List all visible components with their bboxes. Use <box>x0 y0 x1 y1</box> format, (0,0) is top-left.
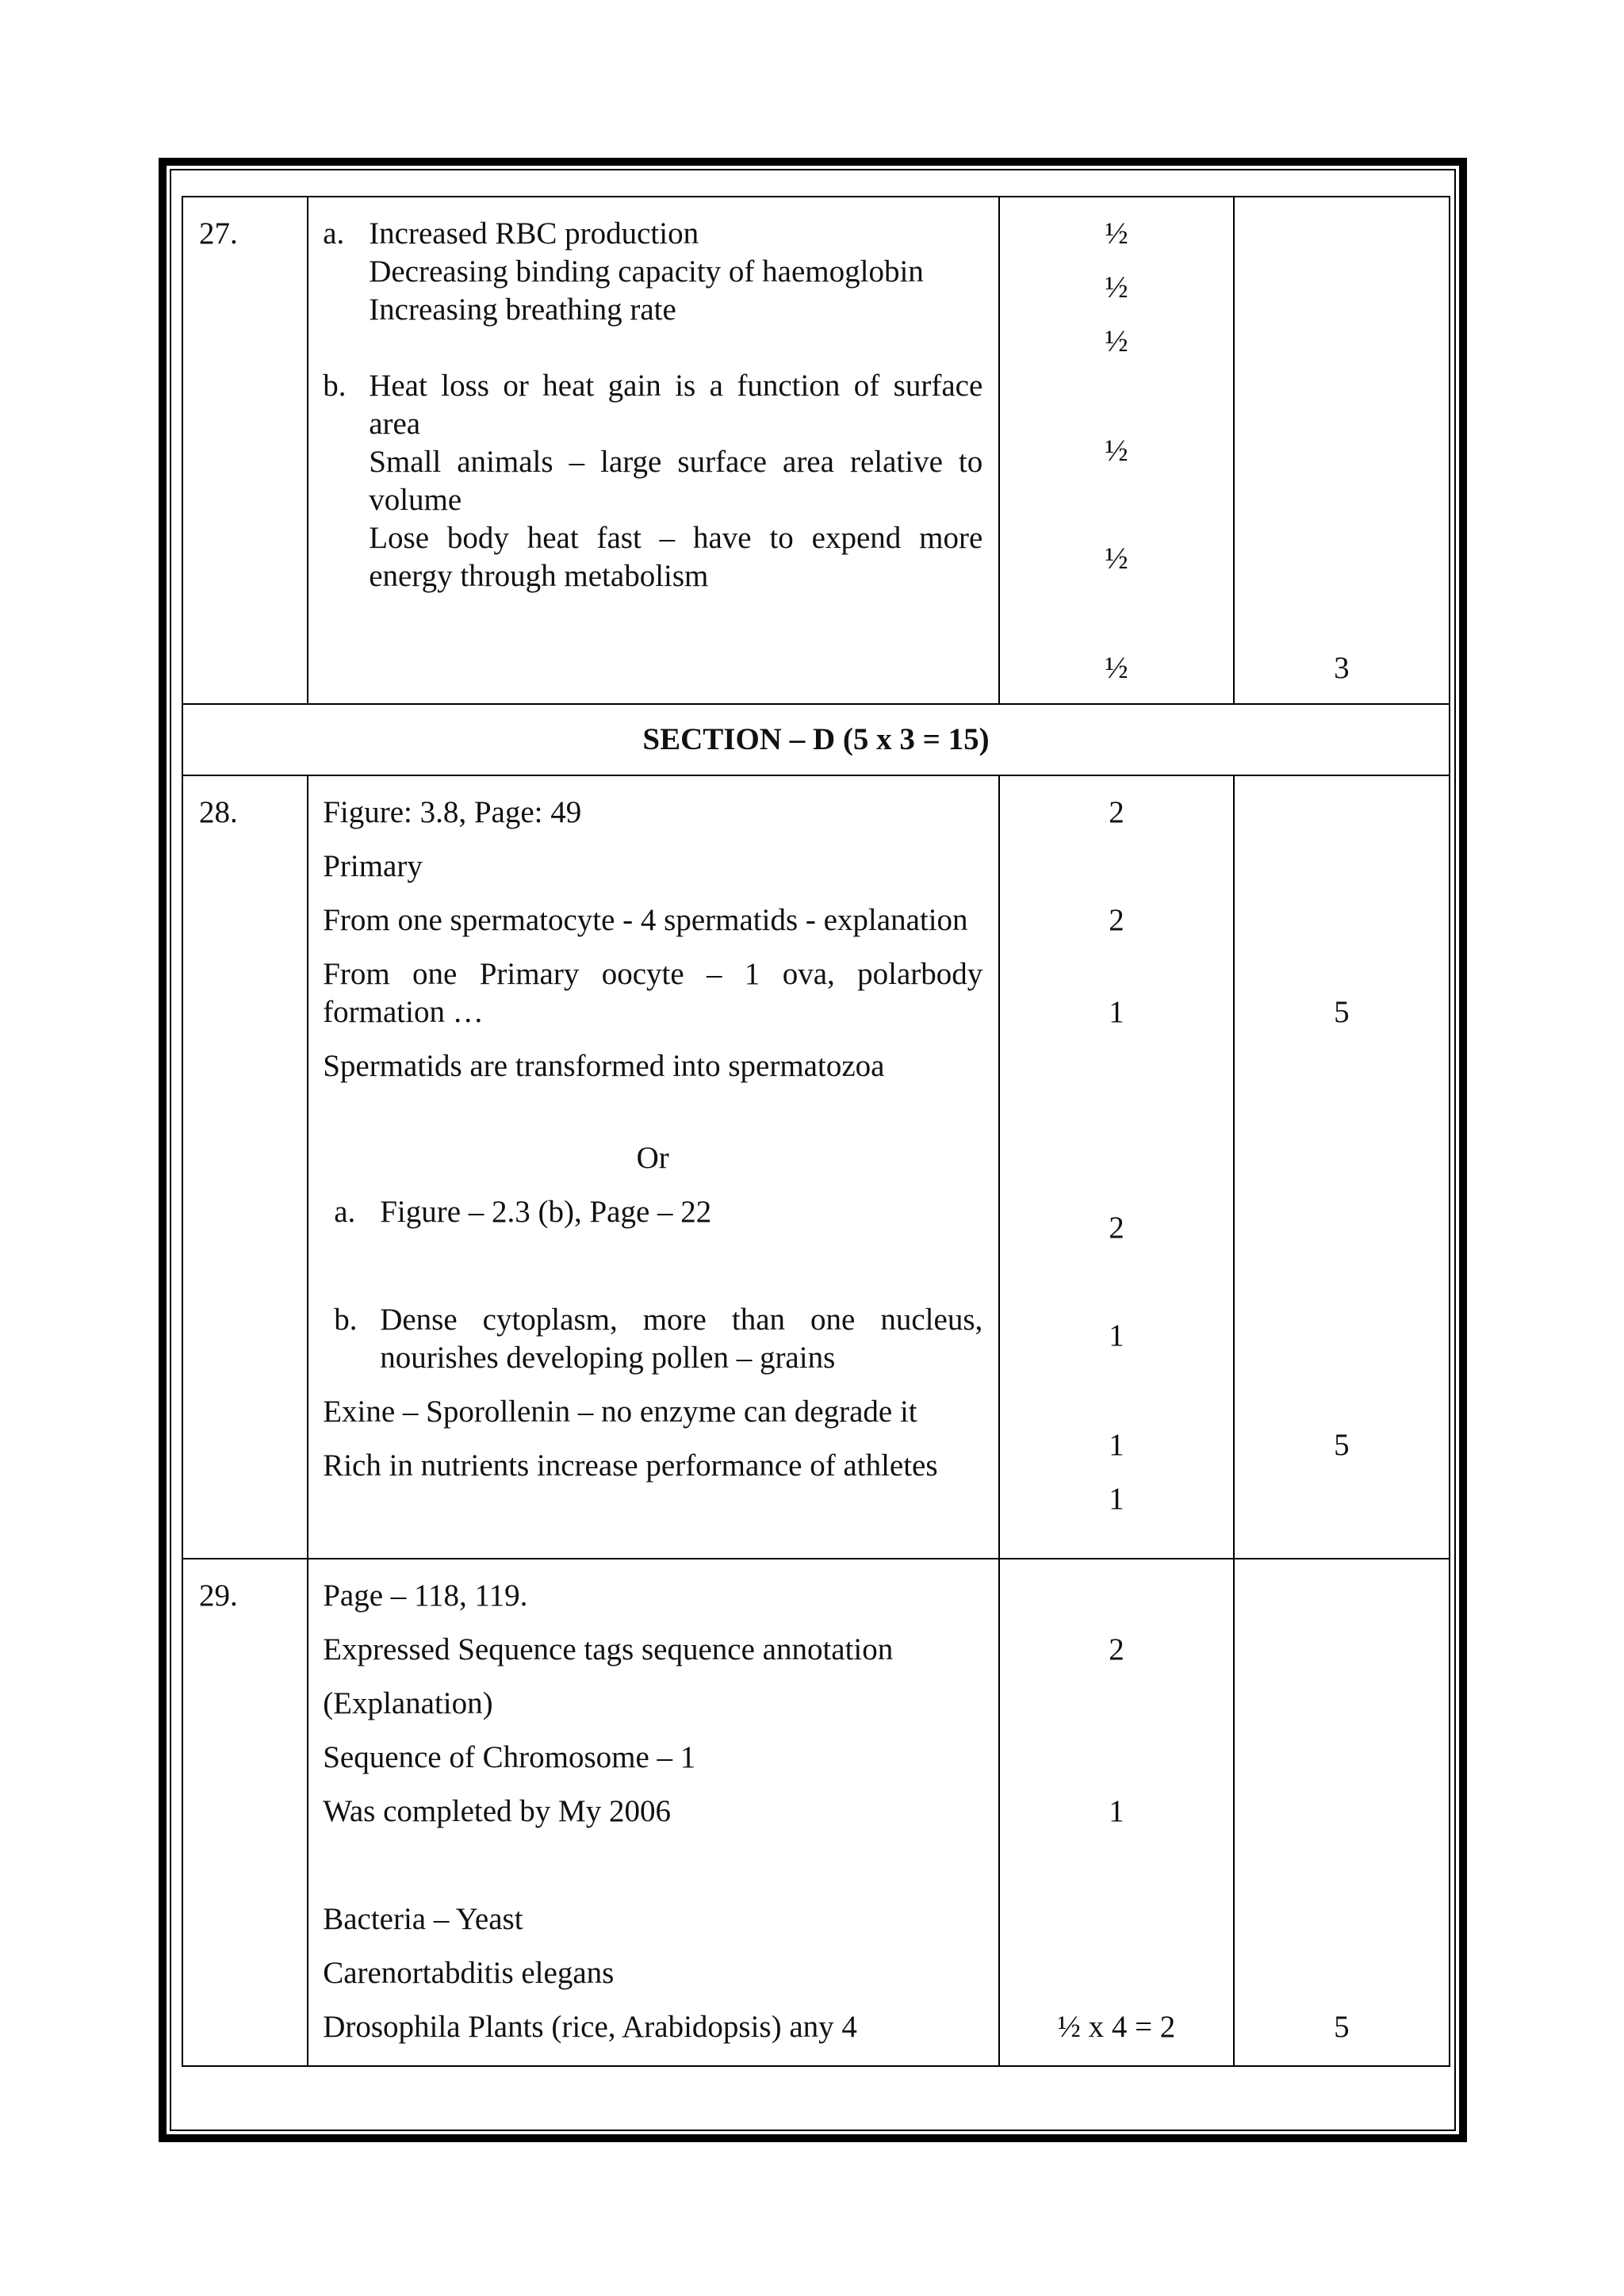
total-cell <box>1234 1559 1450 2066</box>
question-row-28 <box>182 775 1450 1559</box>
mark-value: ½ <box>1105 270 1128 304</box>
total-value: 5 <box>1334 995 1350 1029</box>
mark-value: ½ <box>1105 651 1128 685</box>
mark-value: 1 <box>1109 1318 1124 1353</box>
answer-line: Small animals – large surface area relative to volume <box>369 445 983 517</box>
total-value: 5 <box>1334 1428 1350 1462</box>
answer-line: Figure: 3.8, Page: 49 <box>323 795 582 829</box>
mark-value: 2 <box>1109 903 1124 937</box>
answer-cell <box>308 1559 999 2066</box>
answer-cell <box>308 197 999 704</box>
mark-value: ½ <box>1105 434 1128 468</box>
mark-value: ½ x 4 = 2 <box>1057 2010 1176 2044</box>
answer-line: Carenortabditis elegans <box>323 1956 615 1990</box>
answer-line: Exine – Sporollenin – no enzyme can degrade it <box>323 1395 917 1429</box>
answer-line: Figure – 2.3 (b), Page – 22 <box>380 1195 712 1229</box>
part-label: a. <box>334 1195 356 1229</box>
answer-line: Bacteria – Yeast <box>323 1902 523 1936</box>
total-cell <box>1234 197 1450 704</box>
marks-cell <box>999 1559 1233 2066</box>
answer-line: From one Primary oocyte – 1 ova, polarbody formation … <box>323 957 983 1029</box>
marks-cell <box>999 197 1233 704</box>
marks-cell <box>999 775 1233 1559</box>
total-value: 5 <box>1334 2010 1350 2044</box>
mark-value: 1 <box>1109 1794 1124 1828</box>
answer-line: Sequence of Chromosome – 1 <box>323 1740 696 1774</box>
answer-line: Expressed Sequence tags sequence annotation <box>323 1632 894 1667</box>
answer-line: Increased RBC production <box>369 216 699 251</box>
question-number: 28. <box>182 775 308 1559</box>
mark-value: ½ <box>1105 324 1128 358</box>
mark-value: 2 <box>1109 1211 1124 1245</box>
answer-line: Increasing breathing rate <box>369 293 676 327</box>
mark-value: 1 <box>1109 1428 1124 1462</box>
alt-part-a <box>323 1193 982 1231</box>
answer-line: Primary <box>323 849 423 883</box>
answer-line: Decreasing binding capacity of haemoglobin <box>369 254 924 289</box>
question-number: 29. <box>182 1559 308 2066</box>
answer-line: Dense cytoplasm, more than one nucleus, nourishes developing pollen – grains <box>380 1303 983 1375</box>
section-header-row <box>182 704 1450 775</box>
total-cell <box>1234 775 1450 1559</box>
answer-line: From one spermatocyte - 4 spermatids - explanation <box>323 903 968 937</box>
total-value: 3 <box>1334 651 1350 685</box>
answer-line: Lose body heat fast – have to expend more energy through metabolism <box>369 521 983 593</box>
part-label: b. <box>334 1303 358 1337</box>
question-number: 27. <box>182 197 308 704</box>
mark-value: 2 <box>1109 795 1124 829</box>
answer-line: (Explanation) <box>323 1686 493 1720</box>
mark-value: 1 <box>1109 995 1124 1029</box>
answer-line: Spermatids are transformed into spermatozoa <box>323 1049 885 1083</box>
question-row-27 <box>182 197 1450 704</box>
part-label: b. <box>323 369 347 403</box>
marking-scheme-table <box>182 196 1450 2067</box>
mark-value: 2 <box>1109 1632 1124 1667</box>
mark-value: ½ <box>1105 216 1128 251</box>
question-row-29 <box>182 1559 1450 2066</box>
answer-line: Drosophila Plants (rice, Arabidopsis) any 4 <box>323 2010 857 2044</box>
answer-line: Rich in nutrients increase performance of athletes <box>323 1448 938 1483</box>
section-title: SECTION – D (5 x 3 = 15) <box>182 704 1450 775</box>
answer-line: Page – 118, 119. <box>323 1578 528 1613</box>
part-label: a. <box>323 216 345 251</box>
or-separator: Or <box>636 1141 669 1175</box>
answer-part-a <box>323 215 982 329</box>
answer-cell <box>308 775 999 1559</box>
answer-line: Was completed by My 2006 <box>323 1794 671 1828</box>
alt-part-b <box>323 1301 982 1377</box>
answer-part-b <box>323 367 982 595</box>
mark-value: ½ <box>1105 541 1128 576</box>
mark-value: 1 <box>1109 1482 1124 1516</box>
answer-line: Heat loss or heat gain is a function of surface area <box>369 369 983 441</box>
